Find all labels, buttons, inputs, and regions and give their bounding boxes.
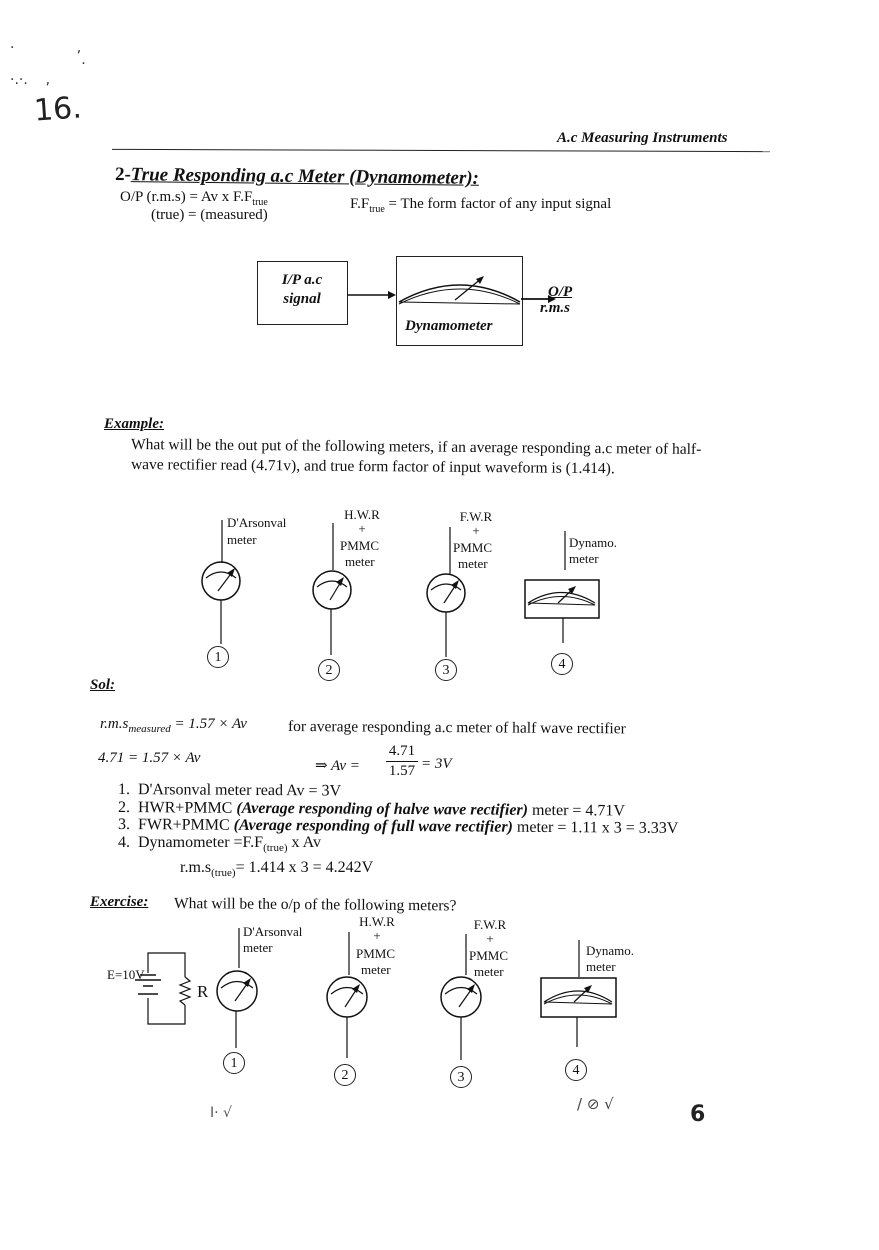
- handwritten-page-number: 6: [690, 1102, 706, 1127]
- exercise-meter1-number: 1: [223, 1052, 245, 1074]
- section-heading: 2-True Responding a.c Meter (Dynamometer):: [114, 164, 480, 189]
- solution-eq2: 4.71 = 1.57 × Av: [98, 750, 201, 766]
- solution-item-3: 3. FWR+PMMC (Average responding of full wave rectifier) meter = 1.11 x 3 = 3.33V: [117, 816, 679, 837]
- meter2-number: 2: [318, 659, 340, 681]
- exercise-meter4-label: Dynamo. meter: [586, 943, 635, 974]
- exercise-meter3-number: 3: [450, 1066, 472, 1088]
- handwritten-page-mark: 16.: [32, 90, 83, 129]
- exercise-resistor-label: R: [197, 982, 209, 1001]
- exercise-meter3-top-label: F.W.R +: [473, 917, 507, 946]
- solution-eq2-fraction: 4.71 1.57: [386, 743, 418, 780]
- solution-heading: Sol:: [90, 677, 116, 693]
- exercise-source-label: E=10V: [107, 967, 145, 982]
- header-title: A.c Measuring Instruments: [557, 130, 728, 146]
- output-label: O/P r.m.s: [540, 284, 573, 316]
- exercise-meter4-number: 4: [565, 1059, 587, 1081]
- solution-item-4: 4. Dynamometer $=F.F_{(true)}$ x Av: [118, 833, 321, 854]
- exercise-question: What will be the o/p of the following meters?: [173, 895, 457, 915]
- exercise-heading: Exercise:: [90, 894, 149, 910]
- meter3-number: 3: [435, 659, 457, 681]
- example-heading: Example:: [104, 416, 164, 432]
- exercise-meter2-number: 2: [334, 1064, 356, 1086]
- solution-eq2-result: = 3V: [421, 756, 452, 772]
- meter1-number: 1: [207, 646, 229, 668]
- exercise-meter2-label: PMMC meter: [356, 946, 396, 977]
- solution-eq1-note: for average responding a.c meter of half wave rectifier: [287, 718, 626, 738]
- exercise-meter3-label: PMMC meter: [469, 948, 509, 979]
- solution-item-1: 1. D'Arsonval meter read Av = 3V: [117, 781, 342, 800]
- formula-line2: (true) = (measured): [151, 207, 268, 223]
- solution-final: $r.m.s_{(true)}= 1.414$ x 3 = 4.242V: [180, 859, 374, 880]
- solution-eq2-arrow: ⇒ Av =: [315, 758, 360, 774]
- example-question-line1: What will be the out put of the following meters, if an average responding a.c meter of half-: [130, 436, 702, 458]
- handwritten-dots: · , · ·.·. ,: [10, 40, 86, 88]
- solution-eq1: $r.m.s_{measured} = 1.57 \times Av$: [100, 716, 247, 735]
- exercise-meter2-top-label: H.W.R +: [359, 914, 395, 943]
- meter2-label: PMMC meter: [340, 538, 380, 569]
- formula-line1: O/P (r.m.s) = Av x $F.F_{true}$: [120, 189, 268, 208]
- handwritten-scribble-2: / ⊘ √: [577, 1095, 614, 1113]
- meter4-number: 4: [551, 653, 573, 675]
- form-factor-definition: $F.F_{true}$ = The form factor of any input signal: [350, 196, 612, 215]
- exercise-meter1-label: D'Arsonval meter: [243, 924, 303, 955]
- handwritten-scribble-1: I· √: [210, 1105, 232, 1121]
- meter2-top-label: H.W.R +: [344, 507, 380, 536]
- meter1-label: D'Arsonval meter: [227, 515, 287, 547]
- dynamometer-label: Dynamometer: [405, 318, 493, 334]
- example-question-line2: wave rectifier read (4.71v), and true form factor of input waveform is (1.414).: [130, 456, 615, 478]
- meter3-top-label: F.W.R +: [459, 509, 493, 538]
- meter4-label: Dynamo. meter: [569, 535, 618, 566]
- input-signal-label: I/P a.c signal: [281, 272, 323, 307]
- solution-item-2: 2. HWR+PMMC (Average responding of halve wave rectifier) meter = 4.71V: [117, 798, 626, 820]
- meter3-label: PMMC meter: [453, 540, 493, 571]
